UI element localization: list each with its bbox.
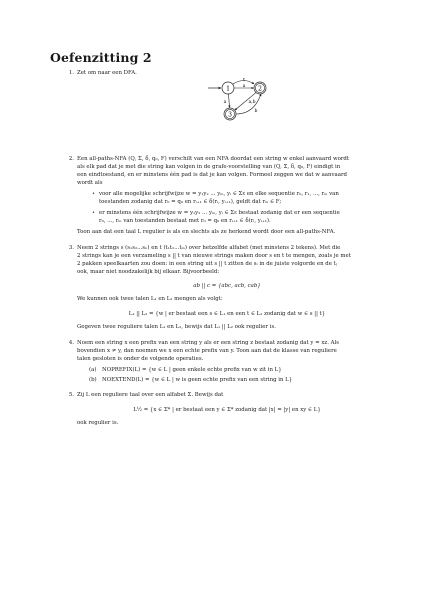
q3-line-2: 2 strings kan je een verzameling s || t van nieuwe strings maken door s en t te mengen, zoals je met	[77, 253, 351, 259]
state-2-label: 2	[258, 85, 262, 93]
q2-line-3: een eindtoestand, en er minstens één pad is dat je kan volgen. Formeel zeggen we dat w aanvaard	[77, 172, 347, 178]
q2-bullet1-line-1: voor alle mogelijke schrijfwijze w = y₁y₂ ... yₘ, yᵢ ∈ Σε en elke sequentie r₀, r₁, ..., rₘ van	[99, 191, 339, 197]
bullet-marker: •	[92, 210, 95, 216]
q2-bullet2-line-2: r₀, ..., rₘ van toestanden bestaat met r₀ = q₀ en rᵢ₊₁ ∈ δ(rᵢ, yᵢ₊₁).	[99, 218, 271, 224]
q5-task: ook regulier is.	[77, 420, 119, 426]
q4-line-1: Noem een string x een prefix van een string y als er een string z bestaat zodanig dat y = xz. Als	[77, 340, 340, 346]
q4a-text: NOPREFIX(L) = {w ∈ L | geen enkele echte prefix van w zit in L}	[102, 367, 282, 373]
page-title: Oefenzitting 2	[50, 50, 152, 65]
q2-bullet1-line-2: toestanden zodanig dat r₀ = q₀ en rᵢ₊₁ ∈ δ(rᵢ, yᵢ₊₁), geldt dat rₘ ∈ F;	[99, 199, 282, 205]
q3-line-3: 2 pakken speelkaarten zou doen: in een string uit s || t zitten de sᵢ in de juiste volgorde en de tⱼ	[77, 261, 338, 267]
state-1-label: 1	[226, 85, 230, 93]
q3-line-1: Neem 2 strings s (s₁s₂...sₙ) en t (t₁t₂...tₘ) over hetzelfde alfabet (met minstens 2 tekens). Met die	[77, 245, 341, 251]
q1-text: Zet om naar een DFA.	[77, 70, 137, 76]
q4-line-2: bovendien x ≠ y, dan noemen we x een echte prefix van y. Toon aan dat de klasse van reguliere	[77, 348, 337, 354]
q5-line: Zij L een reguliere taal over een alfabet Σ. Bewijs dat	[77, 392, 224, 398]
q3-task: Gegeven twee reguliere talen L₁ en L₂, bewijs dat L₁ || L₂ ook regulier is.	[77, 324, 276, 330]
edge-label-a1: a	[242, 83, 246, 89]
bullet-marker: •	[92, 191, 95, 197]
edge-label-ab: a,b	[248, 100, 256, 105]
q4b-text: NOEXTEND(L) = {w ∈ L | w is geen echte prefix van een string in L}	[102, 377, 293, 383]
q3-number: 3.	[68, 245, 74, 251]
q2-number: 2.	[68, 156, 74, 162]
state-3-label: 3	[228, 111, 232, 119]
q5-formula: L½ = {x ∈ Σ* | er bestaat een y ∈ Σ* zodanig dat |x| = |y| en xy ∈ L}	[133, 407, 321, 413]
q3-example: ab || c = {abc, acb, cab}	[193, 283, 261, 289]
q3-mix-intro: We kunnen ook twee talen L₁ en L₂ mengen als volgt:	[77, 296, 223, 302]
q2-task: Toon aan dat een taal L regulier is als en slechts als ze herkend wordt door een all-paths-NFA.	[77, 229, 336, 235]
q5-number: 5.	[68, 392, 74, 398]
q4-number: 4.	[68, 340, 74, 346]
edge-label-eps: ε	[242, 77, 246, 83]
q1-number: 1.	[68, 70, 74, 76]
nfa-diagram	[206, 76, 276, 122]
q4a-label: (a)	[89, 367, 97, 373]
q3-line-4: ook, maar niet noodzakelijk bij elkaar. Bijvoorbeeld:	[77, 269, 220, 275]
q3-mix-definition: L₁ || L₂ = {w | er bestaat een s ∈ L₁ en een t ∈ L₂ zodanig dat w ∈ s || t}	[128, 311, 326, 317]
q2-line-2: als elk pad dat je met die string kan volgen in de grafe-voorstelling van (Q, Σ, δ, q₀, F) eindigt in	[77, 164, 341, 170]
q2-bullet2-line-1: er minstens één schrijfwijze w = y₁y₂ ... yₘ, yᵢ ∈ Σε bestaat zodanig dat er een sequentie	[99, 210, 340, 216]
edge-label-a2: a	[223, 100, 227, 105]
q4-line-3: talen gesloten is onder de volgende operaties.	[77, 356, 204, 362]
q2-line-1: Een all-paths-NFA (Q, Σ, δ, q₀, F) verschilt van een NFA doordat een string w enkel aanvaard wordt	[77, 156, 350, 162]
edge-label-b: b	[254, 109, 258, 114]
edge-1-3	[229, 94, 230, 108]
q4b-label: (b)	[89, 377, 97, 383]
q2-line-4: wordt als	[77, 180, 103, 186]
